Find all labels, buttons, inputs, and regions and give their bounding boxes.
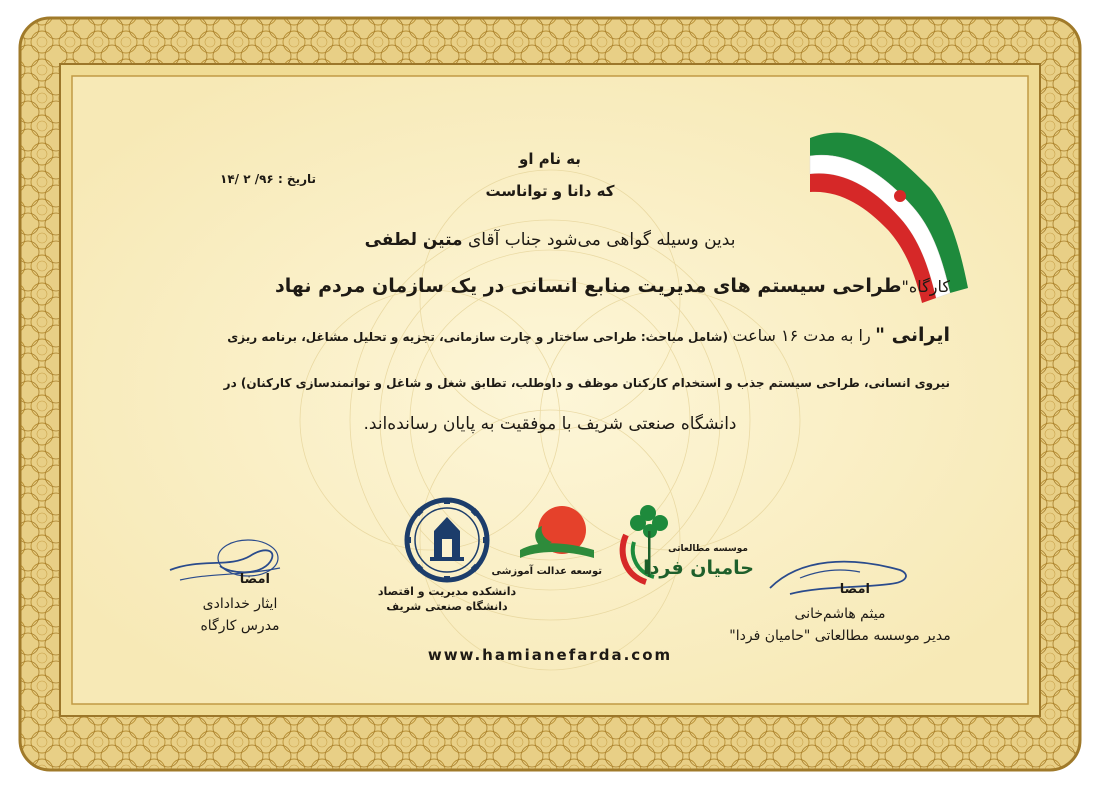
right-signature-icon <box>760 548 920 608</box>
header-line2: که دانا و تواناست <box>485 182 615 200</box>
education-justice-logo-icon <box>491 500 602 577</box>
left-signature-icon <box>160 528 300 598</box>
hamian-caption-main: حامیان فردا <box>643 557 754 579</box>
date-label: تاریخ : ۹۶/ ۲ /۱۴ <box>220 172 316 186</box>
workshop-line <box>275 275 950 297</box>
left-signer-name: ایثار خدادادی <box>202 596 278 612</box>
sharif-caption-line1: دانشکده مدیریت و اقتصاد <box>377 585 517 598</box>
hamian-caption-small: موسسه مطالعاتی <box>668 544 748 554</box>
header-line1: به نام او <box>519 150 581 168</box>
intro-text: بدین وسیله گواهی می‌شود جناب آقای <box>467 230 736 250</box>
recipient-name: متین لطفی <box>364 230 463 250</box>
website-url: www.hamianefarda.com <box>427 646 673 664</box>
workshop-prefix: کارگاه" <box>901 277 950 296</box>
certificate-line1 <box>100 230 1000 250</box>
duration-line <box>227 324 950 346</box>
edalat-caption: توسعه عدالت آموزشی <box>491 566 602 577</box>
closing-line: دانشگاه صنعتی شریف با موفقیت به پایان رسانده‌اند. <box>363 414 737 434</box>
duration-text: را به مدت ۱۶ ساعت <box>732 326 871 345</box>
sharif-university-seal-icon <box>402 497 492 583</box>
workshop-title-end: ایرانی " <box>875 324 950 346</box>
right-signer-role: مدیر موسسه مطالعاتی "حامیان فردا" <box>729 628 951 644</box>
right-signer-name: میثم هاشم‌خانی <box>794 606 886 622</box>
left-sign-label: امضا <box>239 572 270 587</box>
sharif-caption-line2: دانشگاه صنعتی شریف <box>386 600 508 613</box>
topics-part2: نیروی انسانی، طراحی سیستم جذب و استخدام کارکنان موظف و داوطلب، تطابق شغل و شاغل و توانمندسازی کارکنان) در <box>223 376 950 390</box>
topics-part1: (شامل مباحث: طراحی ساختار و چارت سازمانی، تجزیه و تحلیل مشاغل، برنامه ریزی <box>227 330 728 344</box>
right-sign-label: امضا <box>839 582 870 597</box>
left-signer-role: مدرس کارگاه <box>200 618 280 634</box>
workshop-title: طراحی سیستم های مدیریت منابع انسانی در یک سازمان مردم نهاد <box>274 275 902 297</box>
